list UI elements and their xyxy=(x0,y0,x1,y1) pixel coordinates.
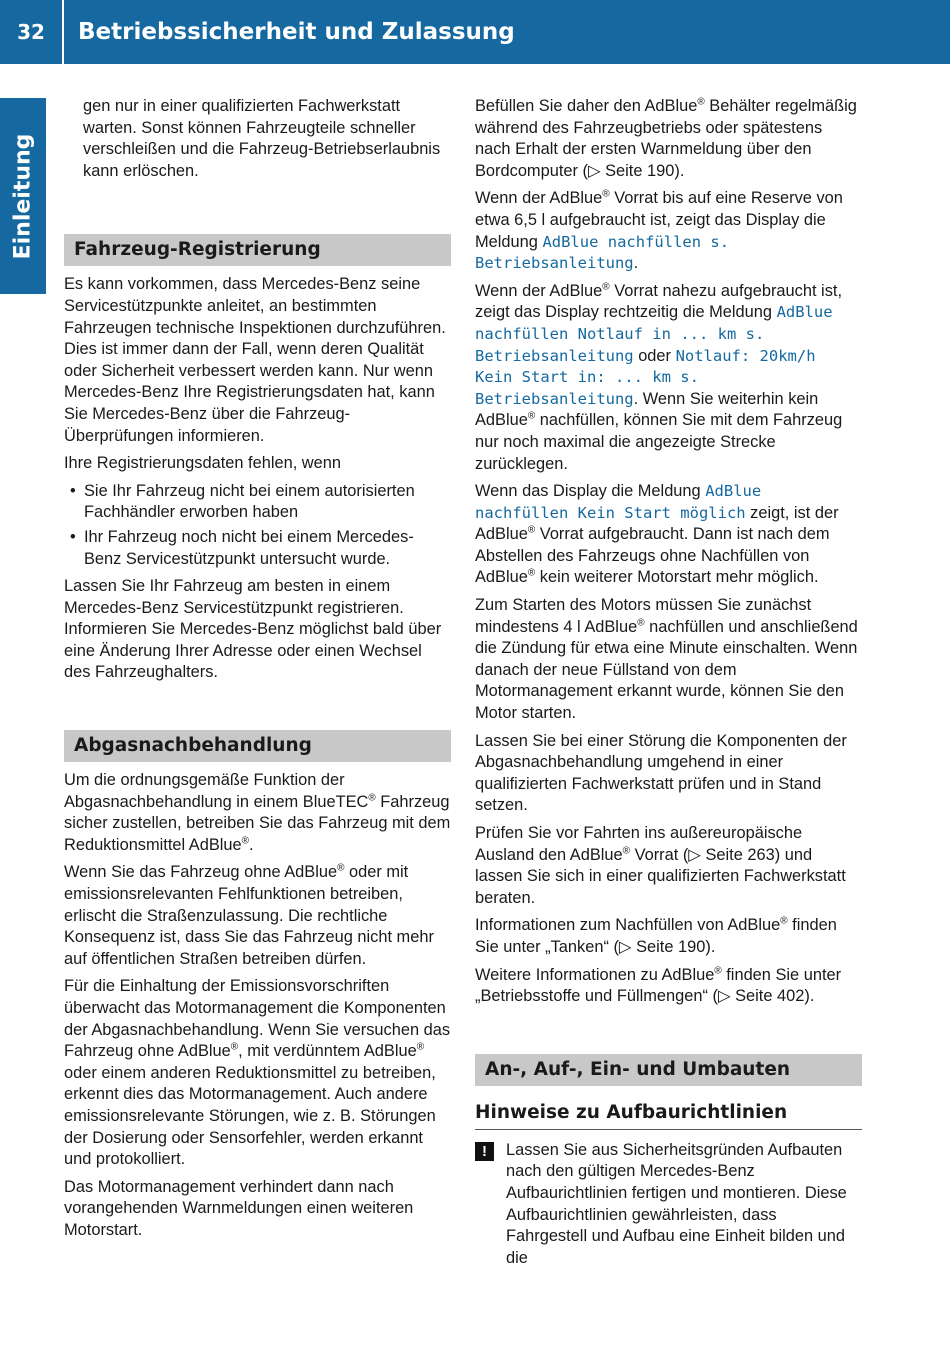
registered-mark: ® xyxy=(527,524,536,536)
adblue-paragraph-7: Prüfen Sie vor Fahrten ins außereuropäische Ausland den AdBlue® Vorrat (▷ Seite 263) und lassen Sie sich in einer qualifizierten Fachwerkstatt beraten. xyxy=(475,824,846,907)
exhaust-paragraph-2: Wenn Sie das Fahrzeug ohne AdBlue® oder mit emissionsrelevanten Fehlfunktionen betreiben, erlischt die Straßenzulassung. Die rechtliche Konsequenz ist, dass Sie das Fahrzeug nicht mehr auf öffentlichen Straßen betreiben dürfen. xyxy=(64,862,434,968)
page-number: 32 xyxy=(17,20,45,44)
adblue-paragraph-4: Wenn das Display die Meldung AdBlue nachfüllen Kein Start möglich zeigt, ist der AdBlue® Vorrat aufgebraucht. Dann ist nach dem Abstellen des Fahrzeugs ohne Nachfüllen von AdBlue® kein weiterer Motorstart mehr möglich. xyxy=(475,482,839,587)
right-column xyxy=(475,96,862,1275)
section-title-registration: Fahrzeug-Registrierung xyxy=(64,234,451,266)
registration-paragraph-1: Es kann vorkommen, dass Mercedes-Benz seine Servicestützpunkte anleitet, an bestimmten Fahrzeugen technische Inspektionen durchzuführen. Dies ist immer dann der Fall, wenn deren Qualität oder Sicherheit verbessert werden kann. Nur wenn Mercedes-Benz Ihre Registrierungsdaten hat, kann Sie Mercedes-Benz über die Fahrzeug-Überprüfungen informieren. xyxy=(64,275,446,445)
list-item: • Ihr Fahrzeug noch nicht bei einem Mercedes-Benz Servicestützpunkt untersucht wurde. xyxy=(64,527,451,570)
display-message: Notlauf: 20km/h Kein Start in: ... km s. Betriebsanleitung xyxy=(475,346,816,408)
registered-mark: ® xyxy=(241,835,250,847)
display-message: AdBlue nachfüllen s. Betriebsanleitung xyxy=(475,232,730,273)
warning-note xyxy=(475,1140,862,1270)
registered-mark: ® xyxy=(622,845,631,857)
exhaust-paragraph-3: Für die Einhaltung der Emissionsvorschriften überwacht das Motormanagement die Komponenten der Abgasnachbehandlung. Wenn Sie versuchen das Fahrzeug ohne AdBlue®, mit verdünntem AdBlue® oder einem anderen Reduktionsmittel zu betreiben, erkennt dies das Motormanagement. Auch andere emissionsrelevante Störungen, wie z. B. Störungen der Dosierung oder Sensorfehler, werden erkannt und protokolliert. xyxy=(64,977,451,1169)
exhaust-paragraph-1: Um die ordnungsgemäße Funktion der Abgasnachbehandlung in einem BlueTEC® Fahrzeug sicher zustellen, betreiben Sie das Fahrzeug mit dem Reduktionsmittel AdBlue®. xyxy=(64,771,451,854)
adblue-paragraph-3: Wenn der AdBlue® Vorrat nahezu aufgebraucht ist, zeigt das Display rechtzeitig die Meldung AdBlue nachfüllen Notlauf in ... km s. Betriebsanleitung oder Notlauf: 20km/h Kein Start in: ... km s. Betriebsanleitung. Wenn Sie weiterhin kein AdBlue® nachfüllen, können Sie mit dem Fahrzeug nur noch maximal die angezeigte Strecke zurücklegen. xyxy=(475,281,843,473)
warning-text: Lassen Sie aus Sicherheitsgründen Aufbauten nach den gültigen Mercedes-Benz Aufbaurichtlinien fertigen und montieren. Diese Aufbaurichtlinien gewährleisten, dass Fahrgestell und Aufbau eine Einheit bilden und die xyxy=(506,1140,847,1267)
registered-mark: ® xyxy=(780,915,788,927)
adblue-paragraph-8: Informationen zum Nachfüllen von AdBlue® finden Sie unter „Tanken“ (▷ Seite 190). xyxy=(475,915,837,956)
registered-mark: ® xyxy=(337,862,345,874)
registered-mark: ® xyxy=(602,188,610,200)
adblue-paragraph-5: Zum Starten des Motors müssen Sie zunächst mindestens 4 l AdBlue® nachfüllen und anschließend die Zündung für etwa eine Minute einschalten. Wenn danach der neue Füllstand von dem Motormanagement erkannt wurde, können Sie den Motor starten. xyxy=(475,596,858,723)
header-divider xyxy=(62,0,64,64)
page-header xyxy=(0,0,950,64)
intro-continuation: gen nur in einer qualifizierten Fachwerkstatt warten. Sonst können Fahrzeugteile schneller verschleißen und die Fahrzeug-Betriebserlaubnis kann erlöschen. xyxy=(83,97,441,180)
display-message: AdBlue nachfüllen Kein Start möglich xyxy=(475,482,762,522)
adblue-paragraph-9: Weitere Informationen zu AdBlue® finden Sie unter „Betriebsstoffe und Füllmengen“ (▷ Seite 402). xyxy=(475,965,842,1006)
registration-paragraph-2: Ihre Registrierungsdaten fehlen, wenn xyxy=(64,454,341,473)
warning-icon: ! xyxy=(475,1142,494,1161)
registered-mark: ® xyxy=(527,568,536,579)
left-column xyxy=(64,96,451,1248)
section-title-exhaust: Abgasnachbehandlung xyxy=(64,730,451,762)
display-message: AdBlue nachfüllen Notlauf in ... km s. Betriebsanleitung xyxy=(475,303,833,365)
subsection-title: Hinweise zu Aufbaurichtlinien xyxy=(475,1096,862,1130)
registered-mark: ® xyxy=(368,792,376,804)
adblue-paragraph-2: Wenn der AdBlue® Vorrat bis auf eine Reserve von etwa 6,5 l aufgebraucht ist, zeigt das Display die Meldung AdBlue nachfüllen s. Betriebsanleitung. xyxy=(475,188,843,273)
registered-mark: ® xyxy=(230,1041,239,1053)
registered-mark: ® xyxy=(714,965,722,977)
registered-mark: ® xyxy=(602,281,610,293)
adblue-paragraph-1: Befüllen Sie daher den AdBlue® Behälter regelmäßig während des Fahrzeugbetriebs oder spätestens nach Erhalt der ersten Warnmeldung über den Bordcomputer (▷ Seite 190). xyxy=(475,96,857,180)
list-item: • Sie Ihr Fahrzeug nicht bei einem autorisierten Fachhändler erworben haben xyxy=(64,481,451,524)
section-title-bodies: An-, Auf-, Ein- und Umbauten xyxy=(475,1054,862,1086)
registered-mark: ® xyxy=(697,96,705,108)
registration-bullet-list xyxy=(64,481,451,570)
registration-paragraph-3: Lassen Sie Ihr Fahrzeug am besten in einem Mercedes-Benz Servicestützpunkt registrieren. Informieren Sie Mercedes-Benz möglichst bald über eine Änderung Ihrer Adresse oder einen Wechsel des Fahrzeughalters. xyxy=(64,577,442,682)
side-tab-label: Einleitung xyxy=(10,133,36,259)
adblue-paragraph-6: Lassen Sie bei einer Störung die Komponenten der Abgasnachbehandlung umgehend in einer qualifizierten Fachwerkstatt prüfen und in Stand setzen. xyxy=(475,731,847,815)
registered-mark: ® xyxy=(637,617,645,629)
exhaust-paragraph-4: Das Motormanagement verhindert dann nach vorangehenden Warnmeldungen einen weiteren Motorstart. xyxy=(64,1177,414,1239)
page-title: Betriebssicherheit und Zulassung xyxy=(78,19,515,45)
registered-mark: ® xyxy=(527,410,536,422)
side-tab xyxy=(0,98,46,294)
registered-mark: ® xyxy=(416,1041,425,1053)
